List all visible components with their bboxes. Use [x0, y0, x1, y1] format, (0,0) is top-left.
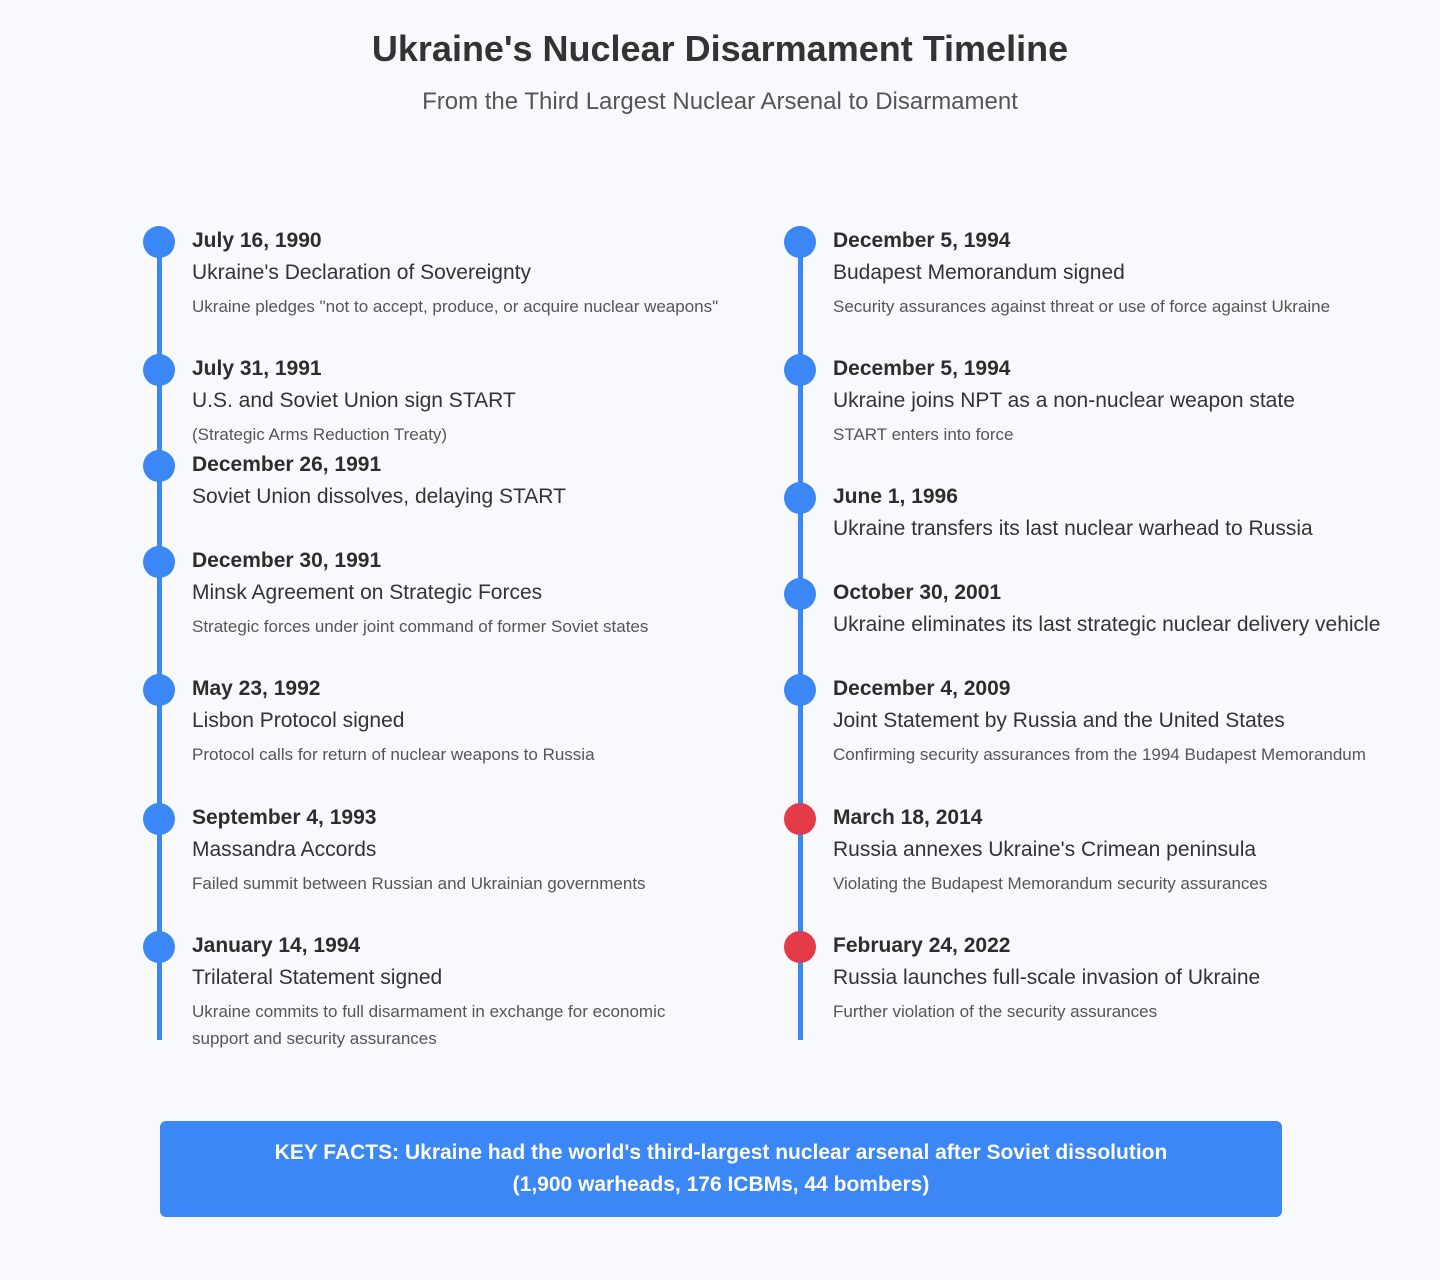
event-title: Minsk Agreement on Strategic Forces	[192, 581, 543, 604]
timeline-dot-violation	[784, 803, 816, 835]
event-title: Budapest Memorandum signed	[833, 261, 1125, 284]
timeline-dot	[784, 482, 816, 514]
key-facts-line-1: KEY FACTS: Ukraine had the world's third-largest nuclear arsenal after Soviet dissolution	[274, 1141, 1168, 1164]
timeline-event	[833, 675, 1366, 768]
event-date: July 16, 1990	[192, 229, 322, 252]
timeline-dot	[784, 226, 816, 258]
timeline-event	[833, 579, 1380, 639]
event-date: December 4, 2009	[833, 677, 1011, 700]
event-date: December 5, 1994	[833, 229, 1011, 252]
event-title: U.S. and Soviet Union sign START	[192, 389, 516, 412]
timeline-event	[192, 227, 718, 320]
event-title: Russia annexes Ukraine's Crimean peninsula	[833, 838, 1257, 861]
event-description: Ukraine commits to full disarmament in exchange for economic support and security assurances	[192, 1002, 666, 1048]
timeline-event	[192, 804, 646, 897]
event-date: July 31, 1991	[192, 357, 322, 380]
event-description: Violating the Budapest Memorandum security assurances	[833, 874, 1268, 893]
event-description: Confirming security assurances from the 1994 Budapest Memorandum	[833, 745, 1366, 764]
event-title: Trilateral Statement signed	[192, 966, 443, 989]
timeline-dot	[143, 226, 175, 258]
event-date: February 24, 2022	[833, 934, 1011, 957]
event-title: Ukraine transfers its last nuclear warhead to Russia	[833, 517, 1313, 540]
timeline-event	[833, 355, 1295, 448]
event-date: September 4, 1993	[192, 806, 377, 829]
event-title: Soviet Union dissolves, delaying START	[192, 485, 566, 508]
event-description: Further violation of the security assurances	[833, 1002, 1158, 1021]
event-date: March 18, 2014	[833, 806, 983, 829]
timeline-event	[833, 483, 1313, 543]
event-description: Protocol calls for return of nuclear weapons to Russia	[192, 745, 595, 764]
event-title: Ukraine's Declaration of Sovereignty	[192, 261, 532, 284]
timeline-dot	[143, 803, 175, 835]
event-title: Lisbon Protocol signed	[192, 709, 405, 732]
event-title: Ukraine joins NPT as a non-nuclear weapon state	[833, 389, 1295, 412]
timeline-event	[192, 675, 595, 768]
event-title: Joint Statement by Russia and the United States	[833, 709, 1285, 732]
event-description: Failed summit between Russian and Ukrainian governments	[192, 874, 646, 893]
page-title: Ukraine's Nuclear Disarmament Timeline	[371, 28, 1069, 69]
page-subtitle: From the Third Largest Nuclear Arsenal to Disarmament	[422, 88, 1018, 115]
timeline-event	[192, 932, 692, 1052]
timeline-dot	[143, 674, 175, 706]
timeline-event	[192, 355, 516, 448]
timeline-event	[833, 932, 1260, 1025]
event-date: December 5, 1994	[833, 357, 1011, 380]
event-title: Russia launches full-scale invasion of Ukraine	[833, 966, 1261, 989]
timeline-dot	[784, 578, 816, 610]
event-date: June 1, 1996	[833, 485, 958, 508]
timeline-dot	[143, 931, 175, 963]
event-date: October 30, 2001	[833, 581, 1002, 604]
timeline-dot	[143, 450, 175, 482]
timeline-event	[192, 451, 566, 511]
timeline-dot-violation	[784, 931, 816, 963]
timeline-dot	[784, 354, 816, 386]
event-date: December 30, 1991	[192, 549, 382, 572]
event-description: Ukraine pledges "not to accept, produce, or acquire nuclear weapons"	[192, 297, 719, 316]
event-title: Ukraine eliminates its last strategic nuclear delivery vehicle	[833, 613, 1381, 636]
event-date: January 14, 1994	[192, 934, 361, 957]
event-description: Strategic forces under joint command of former Soviet states	[192, 617, 649, 636]
timeline-dot	[784, 674, 816, 706]
key-facts-line-2: (1,900 warheads, 176 ICBMs, 44 bombers)	[512, 1173, 930, 1196]
event-description: Security assurances against threat or use of force against Ukraine	[833, 297, 1331, 316]
event-description: START enters into force	[833, 425, 1014, 444]
timeline-dot	[143, 354, 175, 386]
timeline-dot	[143, 546, 175, 578]
event-description: (Strategic Arms Reduction Treaty)	[192, 425, 448, 444]
timeline-event	[192, 547, 648, 640]
timeline-event	[833, 804, 1267, 897]
timeline-event	[833, 227, 1330, 320]
key-facts-box	[160, 1121, 1282, 1217]
event-date: December 26, 1991	[192, 453, 382, 476]
event-title: Massandra Accords	[192, 838, 377, 861]
event-date: May 23, 1992	[192, 677, 321, 700]
